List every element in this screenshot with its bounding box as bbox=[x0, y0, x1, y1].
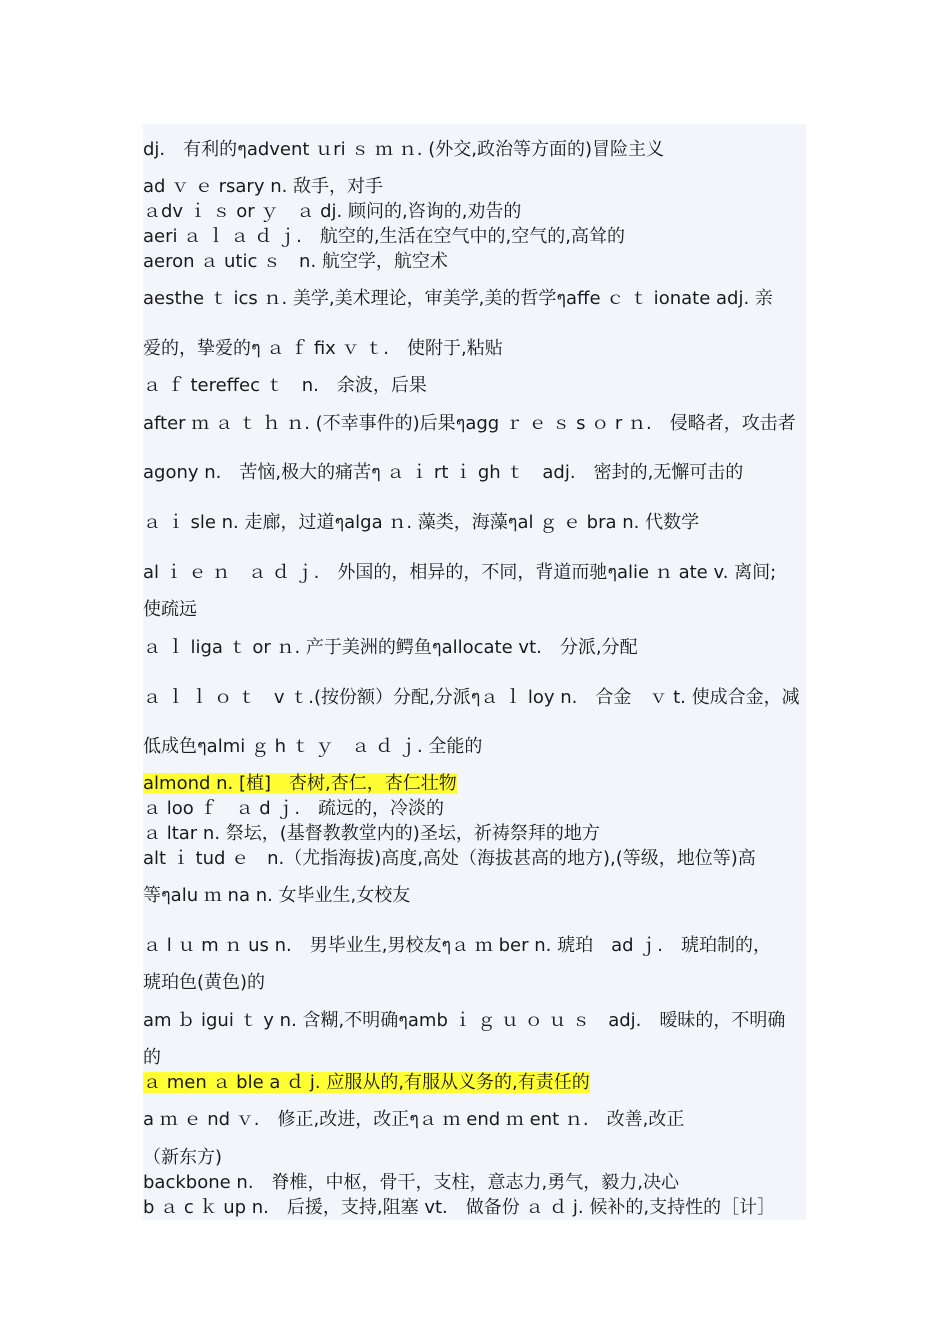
text-line: aeron ａ utic ｓ n. 航空学，航空术 bbox=[143, 251, 448, 272]
text-line: am ｂ igui ｔ y n. 含糊,不明确ๆamb ｉ ｇ ｕ ｏ ｕ ｓ adj. 暧昧的，不明确 bbox=[143, 1010, 786, 1031]
text-line: ａ l ｕ m ｎ us n. 男毕业生,男校友ๆａ ｍ ber n. 琥珀 ad ｊ. 琥珀制的， bbox=[143, 935, 771, 956]
text-line: ａ ｉ sle n. 走廊，过道ๆalga ｎ. 藻类，海藻ๆal ｇ ｅ bra n. 代数学 bbox=[143, 512, 700, 533]
text-line: alt ｉ tud ｅ n.（尤指海拔)高度,高处（海拔甚高的地方),(等级，地位等)高 bbox=[143, 848, 756, 869]
text-line: ａ ｌ ｌ ｏ ｔ v ｔ.(按份额）分配,分派ๆａ ｌ loy n. 合金 ｖ t. 使成合金，减 bbox=[143, 687, 800, 708]
text-line: 爱的，挚爱的ๆ ａ ｆ fix ｖ ｔ. 使附于,粘贴 bbox=[143, 338, 503, 359]
text-line: backbone n. 脊椎，中枢，骨干，支柱，意志力,勇气，毅力,决心 bbox=[143, 1172, 679, 1193]
text-line: aeri ａ ｌ ａ ｄ ｊ. 航空的,生活在空气中的,空气的,高耸的 bbox=[143, 226, 625, 247]
text-line: agony n. 苦恼,极大的痛苦ๆ ａ ｉ rt ｉ gh ｔ adj. 密封的,无懈可击的 bbox=[143, 462, 744, 483]
text-line: ａdv ｉ ｓ or ｙ ａ dj. 顾问的,咨询的,劝告的 bbox=[143, 201, 522, 222]
text-line: dj. 有利的ๆadvent ｕri ｓ ｍ ｎ. (外交,政治等方面的)冒险主义 bbox=[143, 139, 664, 160]
text-line: a ｍ ｅ nd ｖ. 修正,改进，改正ๆａ ｍ end ｍ ent ｎ. 改善,改正 bbox=[143, 1109, 685, 1130]
text-line: （新东方) bbox=[143, 1147, 223, 1168]
text-line: 的 bbox=[143, 1047, 161, 1068]
text-line bbox=[143, 772, 457, 796]
text-line: al ｉ ｅ ｎ ａ ｄ ｊ. 外国的，相异的，不同，背道而驰ๆalie ｎ ate v. 离间; bbox=[143, 562, 777, 583]
text-line: ad ｖ ｅ rsary n. 敌手，对手 bbox=[143, 176, 384, 197]
text-line: 琥珀色(黄色)的 bbox=[143, 972, 266, 993]
text-line: 低成色ๆalmi ｇ h ｔ ｙ ａ ｄ ｊ. 全能的 bbox=[143, 736, 483, 757]
text-line: 等ๆalu ｍ na n. 女毕业生,女校友 bbox=[143, 885, 411, 906]
text-line: aesthe ｔ ics ｎ. 美学,美术理论，审美学,美的哲学ๆaffe ｃ ｔ ionate adj. 亲 bbox=[143, 288, 773, 309]
highlighted-text: almond n. [植] 杏树,杏仁，杏仁壮物 bbox=[143, 773, 457, 794]
text-line: b ａ c ｋ up n. 后援，支持,阻塞 vt. 做备份 ａ ｄ j. 候补的,支持性的［计］ bbox=[143, 1197, 776, 1218]
text-line bbox=[143, 1071, 590, 1095]
text-line: after ｍ ａ ｔ ｈ ｎ. (不幸事件的)后果ๆagg ｒ ｅ ｓ s ｏ r ｎ. 侵略者，攻击者 bbox=[143, 413, 796, 434]
highlighted-text: ａ men ａ ble a ｄ j. 应服从的,有服从义务的,有责任的 bbox=[143, 1072, 590, 1093]
text-line: ａ ltar n. 祭坛，(基督教教堂内的)圣坛，祈祷祭拜的地方 bbox=[143, 823, 600, 844]
text-line: 使疏远 bbox=[143, 599, 197, 620]
text-line: ａ loo ｆ ａ d ｊ. 疏远的，冷淡的 bbox=[143, 798, 445, 819]
text-line: ａ ｌ liga ｔ or ｎ. 产于美洲的鳄鱼ๆallocate vt. 分派,分配 bbox=[143, 637, 638, 658]
text-line: ａ ｆ tereffec ｔ n. 余波，后果 bbox=[143, 375, 427, 396]
